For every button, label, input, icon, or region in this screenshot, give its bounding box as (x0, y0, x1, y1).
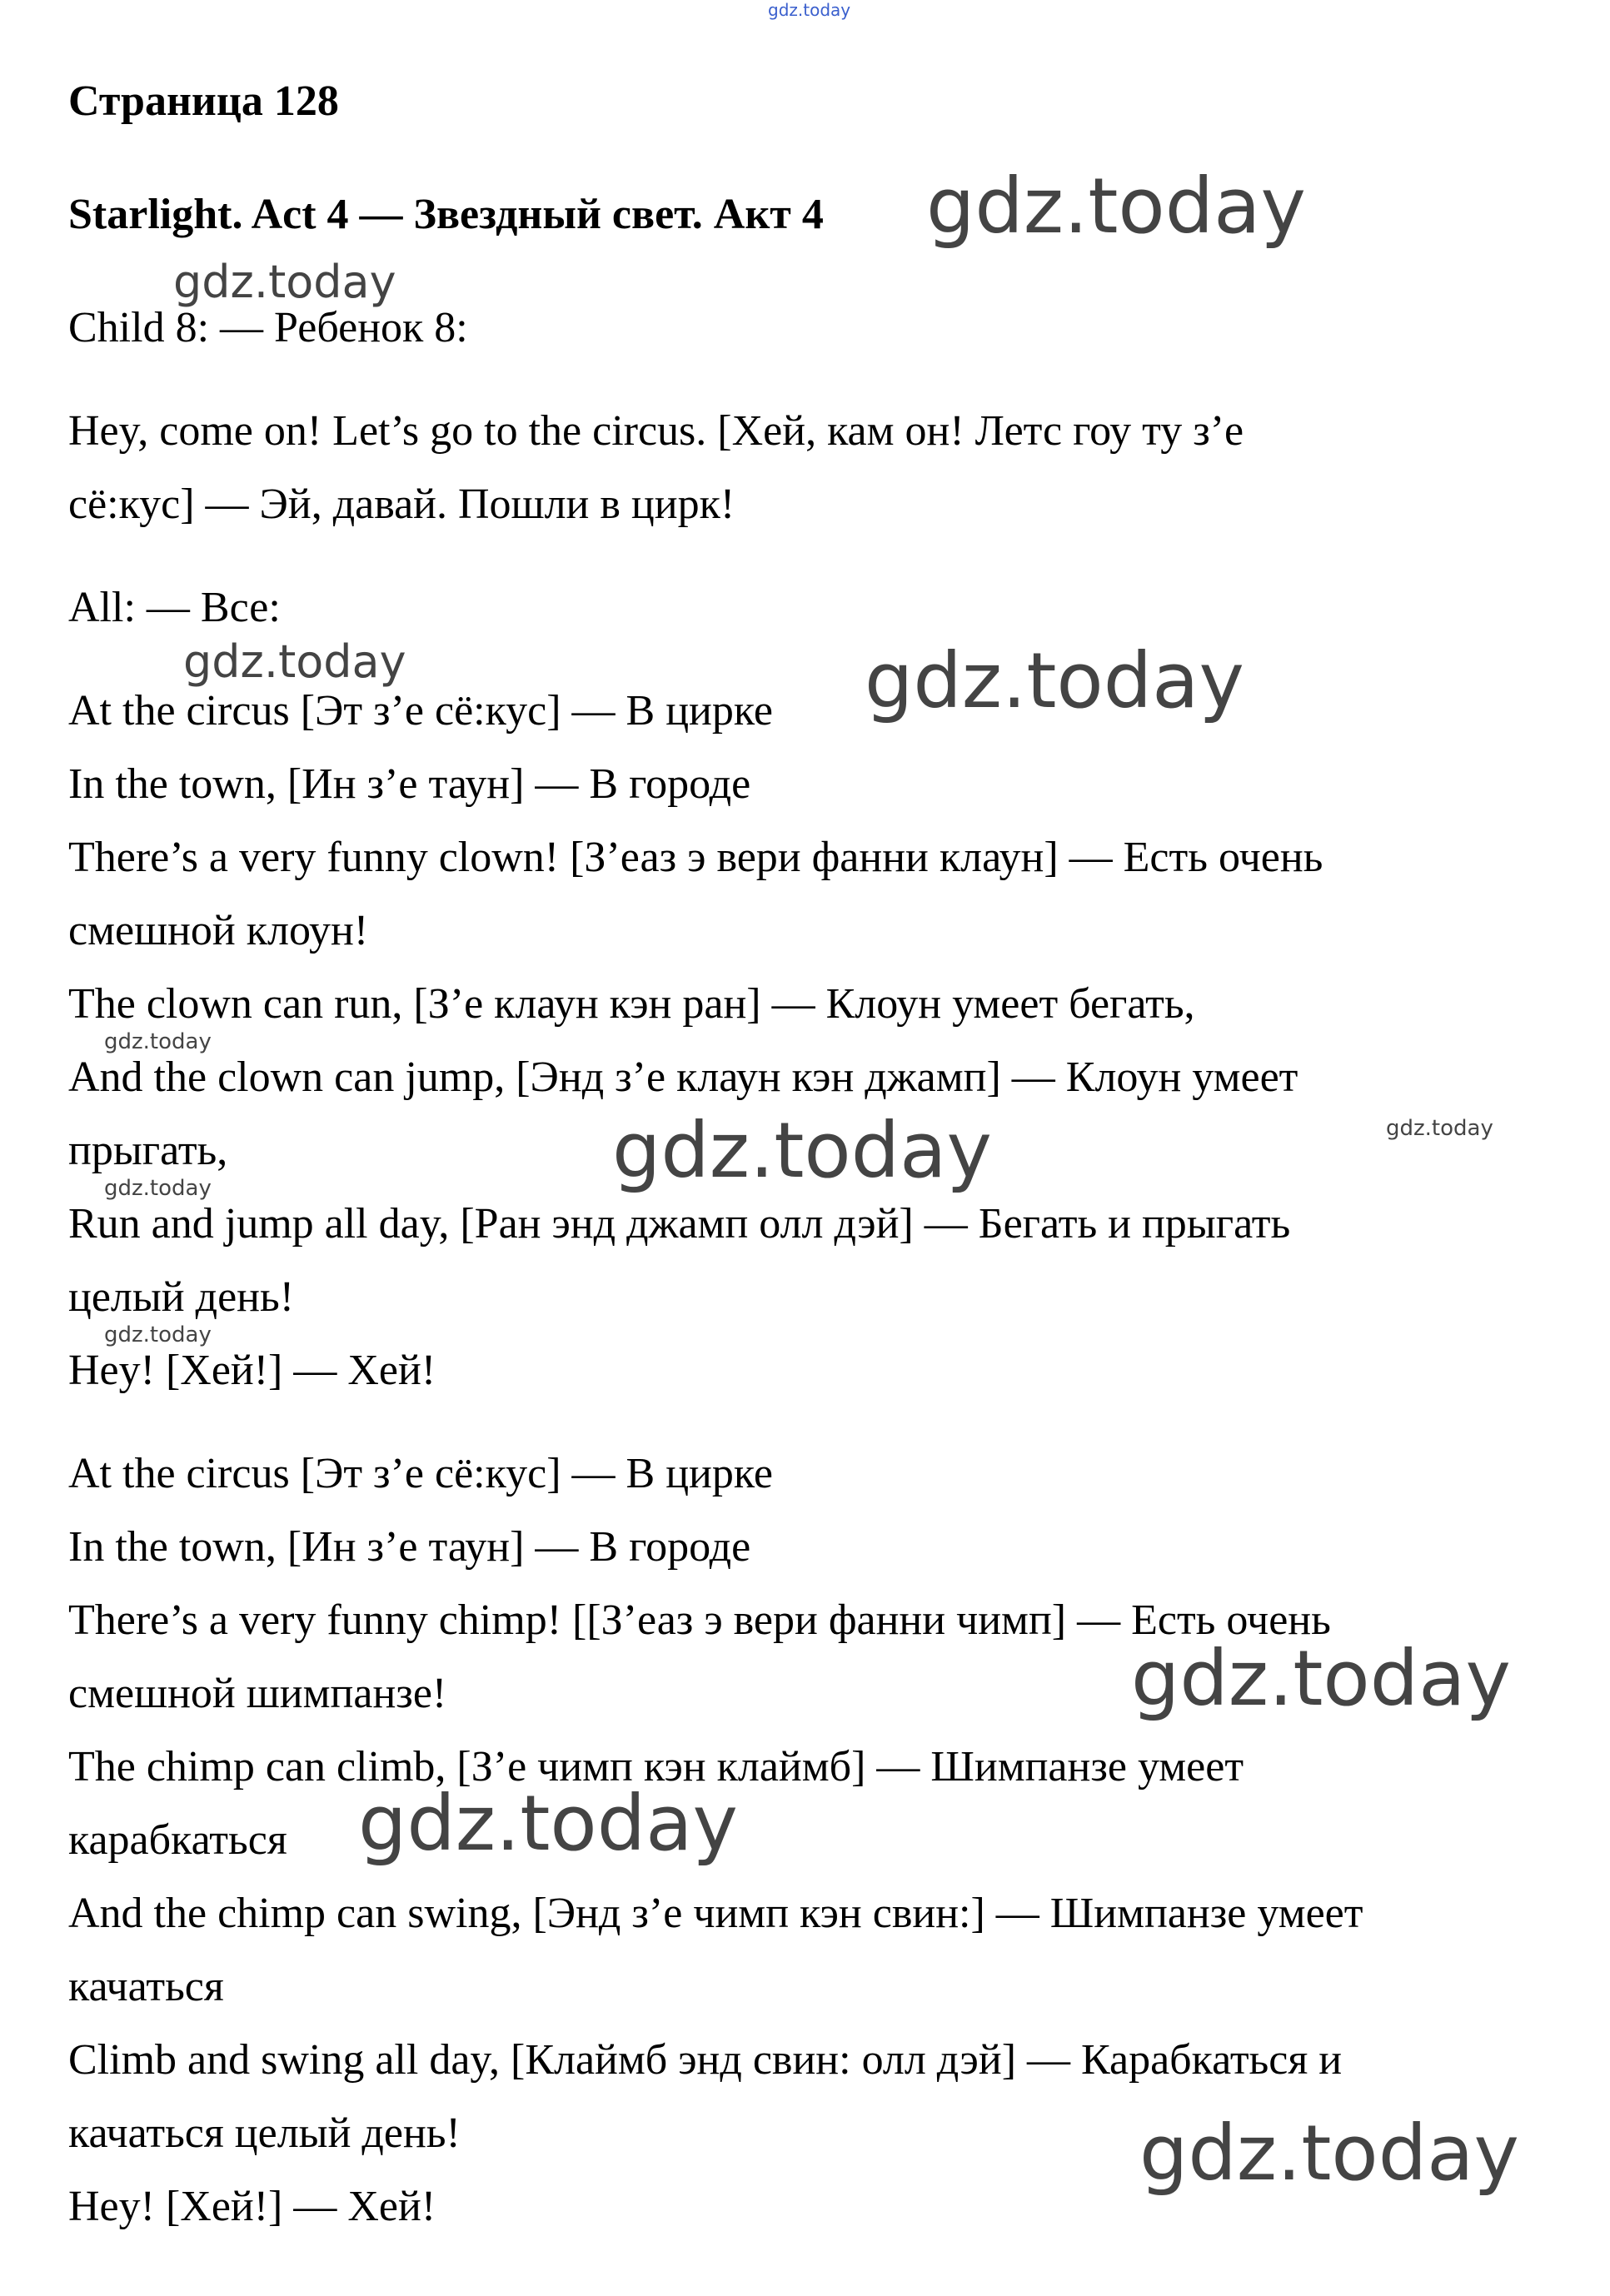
watermark: gdz.today (104, 1322, 212, 1347)
watermark: gdz.today (104, 1029, 212, 1054)
text-line: In the town, [Ин з’е таун] — В городе (68, 1523, 751, 1571)
text-line: Hey! [Хей!] — Хей! (68, 2183, 436, 2230)
text-line: качаться (68, 1963, 224, 2010)
text-line: At the circus [Эт з’е сё:кус] — В цирке (68, 687, 773, 735)
text-line: целый день! (68, 1273, 295, 1321)
watermark: gdz.today (104, 1176, 212, 1201)
page-subheading: Starlight. Act 4 — Звездный свет. Акт 4 (68, 191, 824, 238)
watermark: gdz.today (865, 636, 1244, 725)
text-line: The clown can run, [З’е клаун кэн ран] — Клоун умеет бегать, (68, 980, 1195, 1028)
text-line: Child 8: — Ребенок 8: (68, 304, 468, 351)
text-line: прыгать, (68, 1127, 228, 1174)
text-line: Hey, come on! Let’s go to the circus. [Хей, кам он! Летс гоу ту з’е (68, 407, 1244, 455)
text-line: карабкаться (68, 1816, 287, 1864)
text-line: Climb and swing all day, [Клаймб энд свин: олл дэй] — Карабкаться и (68, 2036, 1343, 2084)
watermark: gdz.today (1386, 1116, 1493, 1141)
text-line: There’s a very funny clown! [З’еаз э вери фанни клаун] — Есть очень (68, 834, 1323, 881)
watermark: gdz.today (183, 635, 406, 688)
text-line: смешной клоун! (68, 907, 369, 954)
watermark: gdz.today (1139, 2109, 1519, 2198)
page-heading: Страница 128 (68, 77, 339, 125)
text-line: Run and jump all day, [Ран энд джамп олл дэй] — Бегать и прыгать (68, 1200, 1291, 1248)
text-line: At the circus [Эт з’е сё:кус] — В цирке (68, 1450, 773, 1497)
text-line: The chimp can climb, [З’е чимп кэн клаймб] — Шимпанзе умеет (68, 1743, 1244, 1790)
watermark: gdz.today (358, 1779, 738, 1868)
text-line: сё:кус] — Эй, давай. Пошли в цирк! (68, 481, 735, 528)
top-watermark: gdz.today (768, 0, 851, 20)
text-line: Hey! [Хей!] — Хей! (68, 1347, 436, 1394)
watermark: gdz.today (612, 1106, 992, 1195)
text-line: And the chimp can swing, [Энд з’е чимп кэн свин:] — Шимпанзе умеет (68, 1890, 1363, 1937)
text-line: All: — Все: (68, 584, 281, 631)
text-line: качаться целый день! (68, 2109, 461, 2157)
watermark: gdz.today (926, 162, 1306, 251)
text-line: There’s a very funny chimp! [[З’еаз э вери фанни чимп] — Есть очень (68, 1596, 1331, 1644)
watermark: gdz.today (173, 256, 396, 308)
text-line: смешной шимпанзе! (68, 1670, 447, 1717)
text-line: In the town, [Ин з’е таун] — В городе (68, 760, 751, 808)
watermark: gdz.today (1131, 1634, 1511, 1723)
text-line: And the clown can jump, [Энд з’е клаун кэн джамп] — Клоун умеет (68, 1053, 1298, 1101)
